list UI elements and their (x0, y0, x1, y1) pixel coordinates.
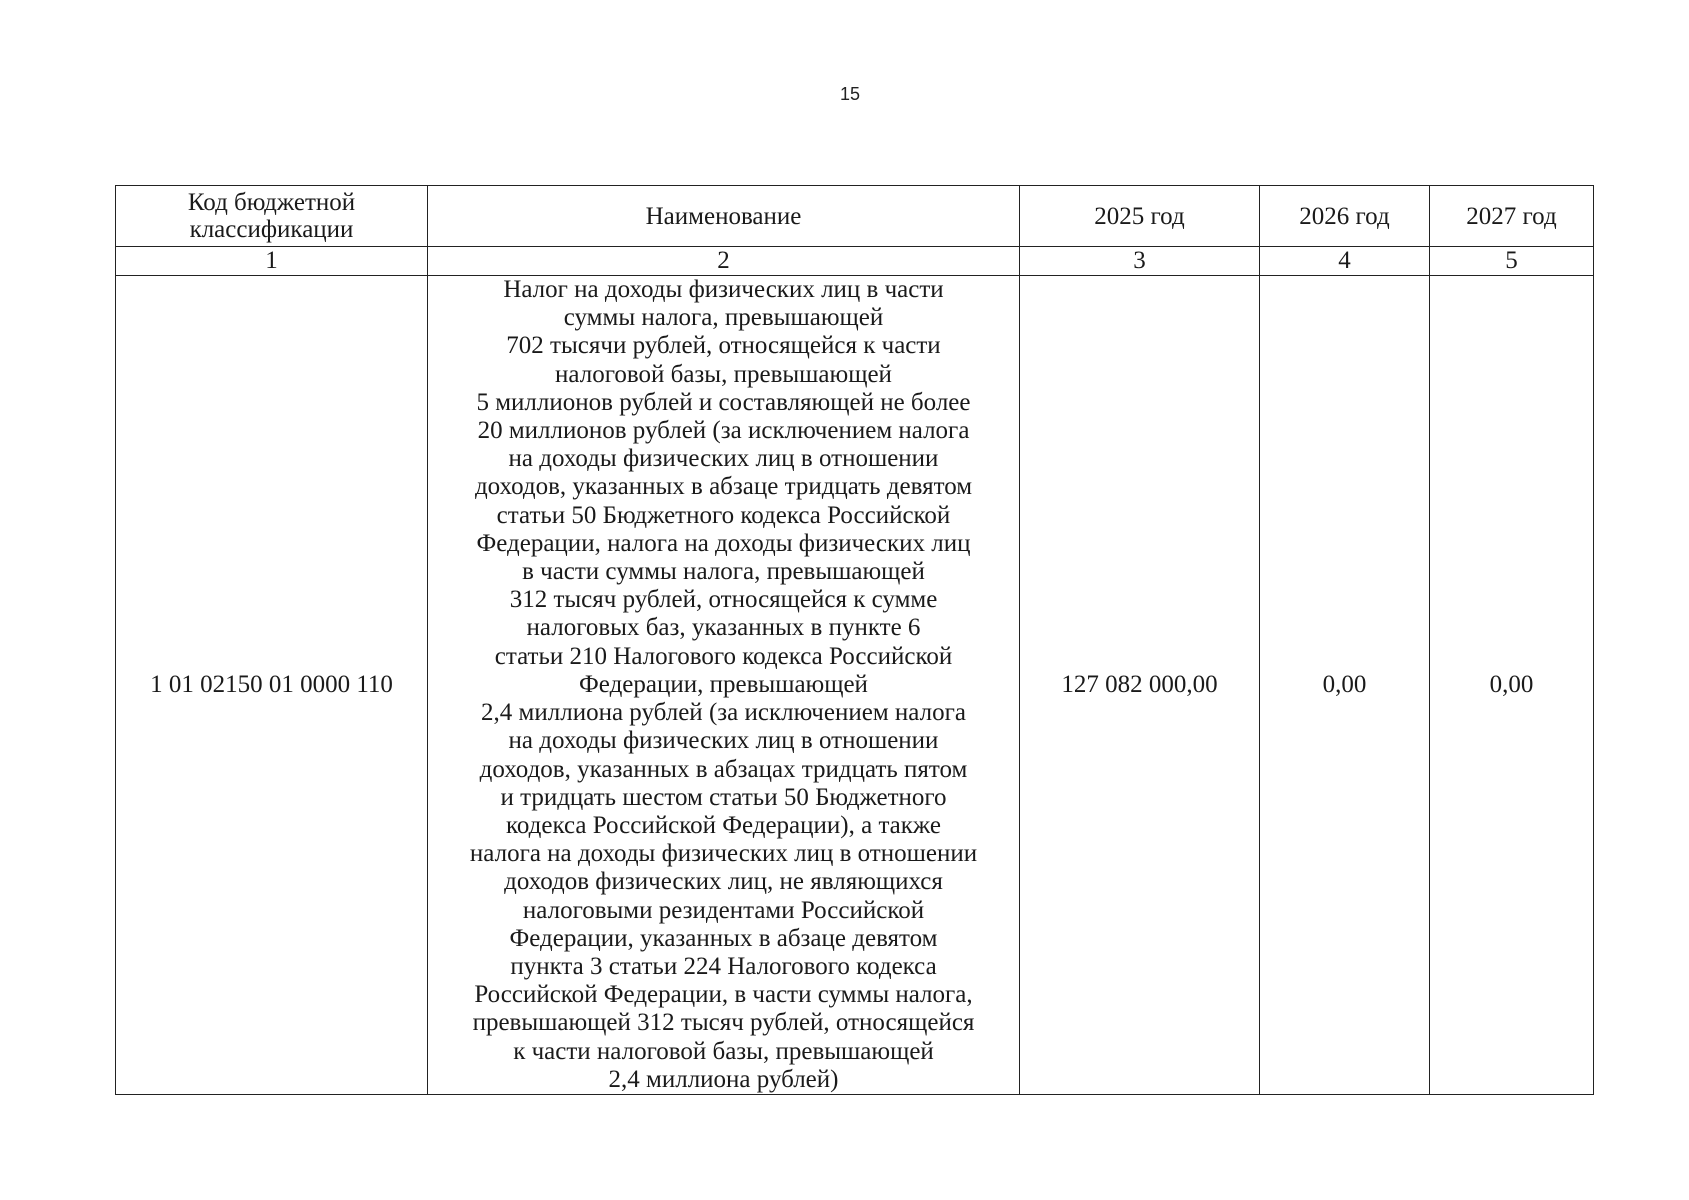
column-number: 3 (1020, 247, 1260, 276)
column-number: 1 (116, 247, 428, 276)
column-number: 2 (428, 247, 1020, 276)
table-row (116, 276, 1594, 1095)
header-2025: 2025 год (1020, 186, 1260, 247)
header-code: Код бюджетной классификации (116, 186, 428, 247)
column-number-row (116, 247, 1594, 276)
row-value-2025: 127 082 000,00 (1020, 276, 1260, 1095)
header-2026: 2026 год (1260, 186, 1430, 247)
column-number: 4 (1260, 247, 1430, 276)
row-value-2027: 0,00 (1430, 276, 1594, 1095)
row-name: Налог на доходы физических лиц в части суммы налога, превышающей 702 тысячи рублей, относящейся к части налоговой базы, превышающей 5 миллионов рублей и составляющей не более 20 миллионов рублей (за исключением налога на доходы физических лиц в отношении доходов, указанных в абзаце тридцать девятом статьи 50 Бюджетного кодекса Российской Федерации, налога на доходы физических лиц в части суммы налога, превышающей 312 тысяч рублей, относящейся к сумме налоговых баз, указанных в пункте 6 статьи 210 Налогового кодекса Российской Федерации, превышающей 2,4 миллиона рублей (за исключением налога на доходы физических лиц в отношении доходов, указанных в абзацах тридцать пятом и тридцать шестом статьи 50 Бюджетного кодекса Российской Федерации), а также налога на доходы физических лиц в отношении доходов физических лиц, не являющихся налоговыми резидентами Российской Федерации, указанных в абзаце девятом пункта 3 статьи 224 Налогового кодекса Российской Федерации, в части суммы налога, превышающей 312 тысяч рублей, относящейся к части налоговой базы, превышающей 2,4 миллиона рублей) (428, 276, 1020, 1095)
column-number: 5 (1430, 247, 1594, 276)
header-2027: 2027 год (1430, 186, 1594, 247)
table-header-row (116, 186, 1594, 247)
row-code: 1 01 02150 01 0000 110 (116, 276, 428, 1095)
budget-table (115, 185, 1594, 1095)
row-value-2026: 0,00 (1260, 276, 1430, 1095)
page-number: 15 (839, 84, 861, 104)
header-name: Наименование (428, 186, 1020, 247)
